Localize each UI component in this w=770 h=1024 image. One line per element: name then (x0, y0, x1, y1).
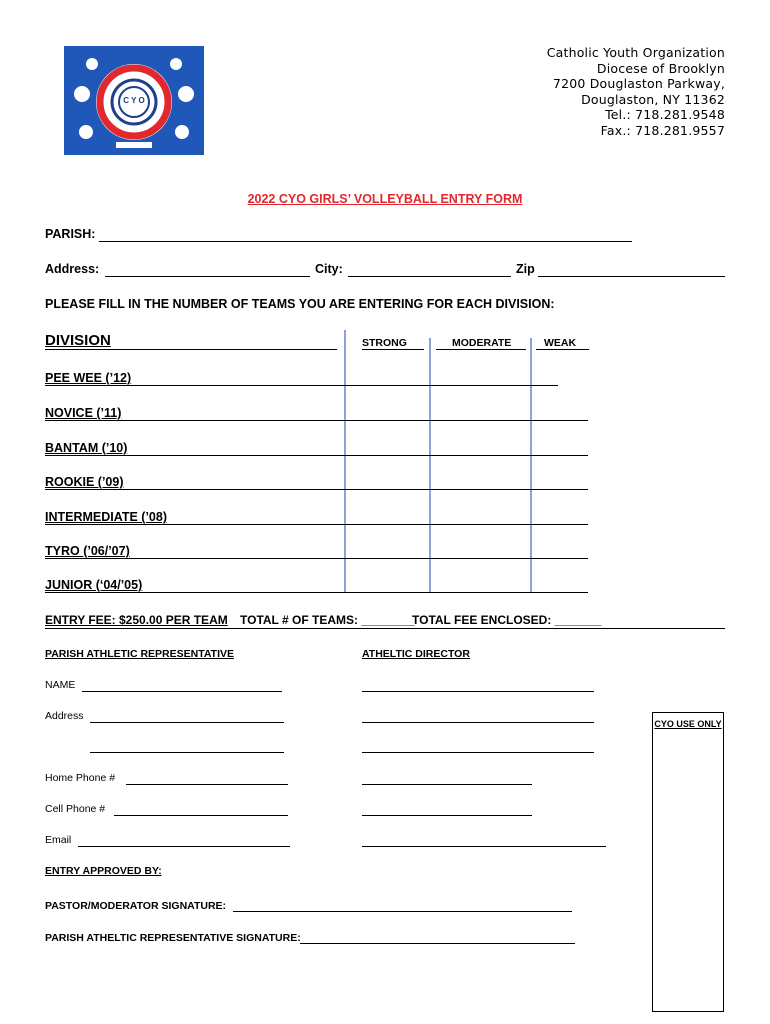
org-diocese: Diocese of Brooklyn (596, 60, 725, 76)
zip-field[interactable] (538, 276, 725, 277)
rep-address-field[interactable] (90, 722, 284, 723)
row-line[interactable] (45, 385, 558, 386)
home-phone-label: Home Phone # (45, 772, 116, 784)
director-address-field-2[interactable] (362, 752, 594, 753)
approval-heading: ENTRY APPROVED BY: (45, 865, 162, 877)
logo-lettering: C Y O (123, 96, 145, 105)
strong-header-line (362, 349, 424, 350)
column-divider (429, 338, 431, 592)
cell-phone-label: Cell Phone # (45, 803, 106, 815)
division-row-bantam: BANTAM (’10) (45, 441, 128, 455)
address-label-2: Address (45, 710, 84, 722)
column-weak: WEAK (544, 337, 577, 349)
rep-name-field[interactable] (82, 691, 282, 692)
address-label: Address: (45, 262, 100, 276)
division-row-rookie: ROOKIE (’09) (45, 475, 124, 489)
division-row-intermediate: INTERMEDIATE (’08) (45, 510, 167, 524)
entry-fee: ENTRY FEE: $250.00 PER TEAM (45, 613, 228, 627)
column-strong: STRONG (362, 337, 407, 349)
cyo-use-only-box (652, 712, 724, 1012)
address-field[interactable] (105, 276, 310, 277)
rep-email-field[interactable] (78, 846, 290, 847)
column-moderate: MODERATE (452, 337, 512, 349)
division-header: DIVISION (45, 332, 111, 349)
cyo-logo (64, 46, 204, 155)
director-home-phone-field[interactable] (362, 784, 532, 785)
division-row-junior: JUNIOR (‘04/’05) (45, 578, 143, 592)
parish-label: PARISH: (45, 227, 96, 241)
director-email-field[interactable] (362, 846, 606, 847)
email-label: Email (45, 834, 72, 846)
org-address (547, 45, 725, 138)
row-line[interactable] (45, 420, 588, 421)
total-fee[interactable]: TOTAL FEE ENCLOSED: _______ (412, 613, 602, 627)
org-city: Douglaston, NY 11362 (581, 91, 725, 107)
rep-home-phone-field[interactable] (126, 784, 288, 785)
rep-signature-label: PARISH ATHELTIC REPRESENTATIVE SIGNATURE: (45, 932, 301, 944)
parish-rep-heading: PARISH ATHLETIC REPRESENTATIVE (45, 648, 235, 660)
org-name: Catholic Youth Organization (546, 45, 725, 60)
rep-signature-field[interactable] (300, 943, 575, 944)
rep-address-field-2[interactable] (90, 752, 284, 753)
city-field[interactable] (348, 276, 511, 277)
column-divider (530, 338, 532, 592)
city-label: City: (315, 262, 343, 276)
moderate-header-line (436, 349, 526, 350)
row-line[interactable] (45, 455, 588, 456)
row-line[interactable] (45, 524, 588, 525)
org-fax: Fax.: 718.281.9557 (600, 122, 725, 138)
director-name-field[interactable] (362, 691, 594, 692)
division-row-peewee: PEE WEE (’12) (45, 371, 132, 385)
pastor-signature-field[interactable] (233, 911, 572, 912)
division-header-line (45, 349, 337, 350)
cyo-use-only-label: CYO USE ONLY (654, 719, 722, 729)
division-row-novice: NOVICE (’11) (45, 406, 122, 420)
row-line[interactable] (45, 558, 588, 559)
form-title: 2022 CYO GIRLS’ VOLLEYBALL ENTRY FORM (247, 192, 523, 206)
zip-label: Zip (516, 262, 535, 276)
row-line[interactable] (45, 592, 588, 593)
weak-header-line (536, 349, 589, 350)
row-line[interactable] (45, 489, 588, 490)
column-divider (344, 330, 346, 592)
division-row-tyro: TYRO (’06/’07) (45, 544, 130, 558)
director-cell-phone-field[interactable] (362, 815, 532, 816)
instructions: PLEASE FILL IN THE NUMBER OF TEAMS YOU ARE ENTERING FOR EACH DIVISION: (45, 297, 555, 311)
total-teams[interactable]: TOTAL # OF TEAMS: ________ (240, 613, 415, 627)
rep-cell-phone-field[interactable] (114, 815, 288, 816)
director-address-field[interactable] (362, 722, 594, 723)
name-label: NAME (45, 679, 76, 691)
pastor-signature-label: PASTOR/MODERATOR SIGNATURE: (45, 900, 227, 912)
parish-field[interactable] (99, 241, 632, 242)
org-tel: Tel.: 718.281.9548 (605, 107, 725, 122)
org-street: 7200 Douglaston Parkway, (552, 76, 725, 91)
fee-line (45, 628, 725, 629)
athletic-director-heading: ATHELTIC DIRECTOR (362, 648, 470, 660)
